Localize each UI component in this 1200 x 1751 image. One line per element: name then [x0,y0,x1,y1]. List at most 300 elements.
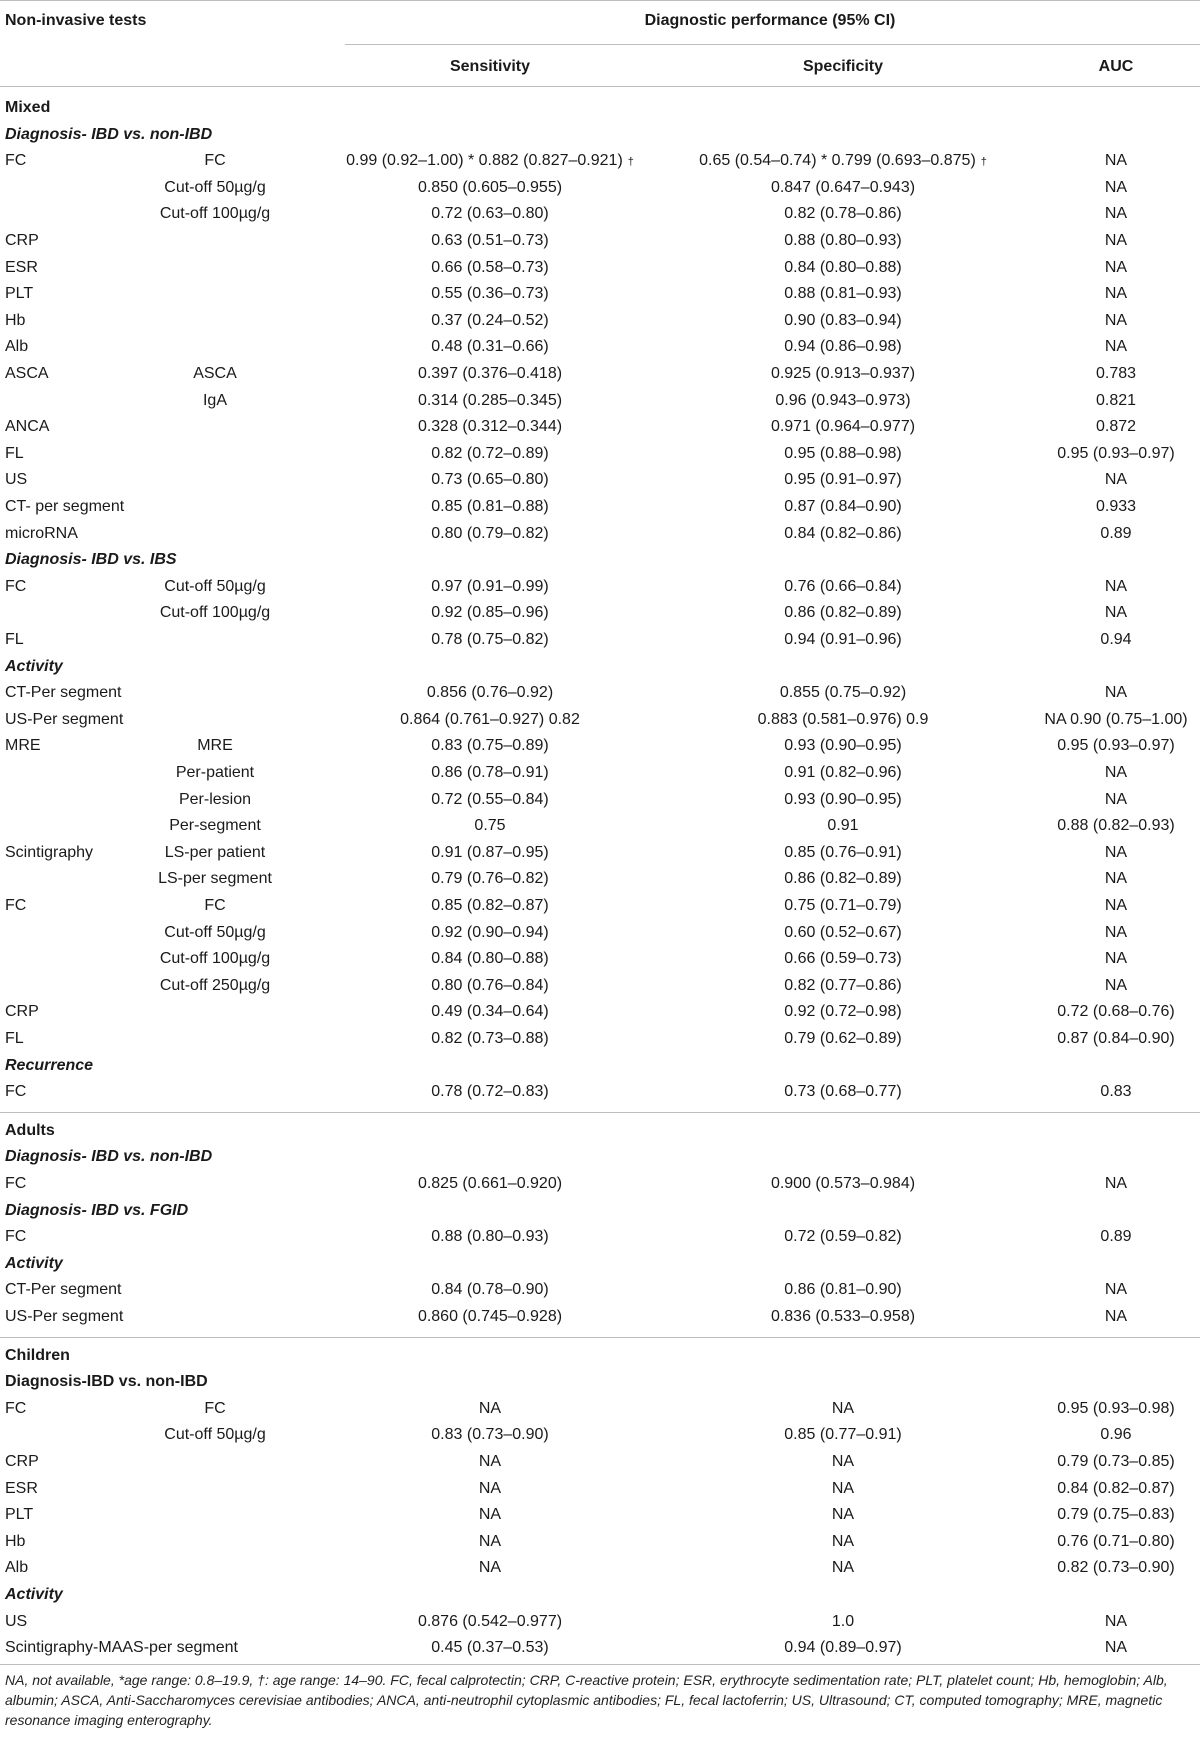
auc-cell-text: NA [1104,976,1128,994]
sensitivity-cell [320,467,660,493]
specificity-cell-text: 0.79 (0.62–0.89) [784,1030,902,1047]
test-name-cell [5,1026,24,1052]
specificity-cell-text: 0.836 (0.533–0.958) [770,1308,916,1325]
specificity-cell [668,388,1018,414]
subtest-cell [140,1422,290,1448]
auc-cell-text: NA [1104,285,1128,303]
test-name-cell [5,441,24,467]
sensitivity-cell [320,1529,660,1555]
auc-cell-text: NA [1104,923,1128,941]
auc-cell [1035,707,1197,733]
test-name-cell [5,308,25,334]
test-name-cell [5,1079,26,1105]
test-name-cell-text: MRE [5,737,41,755]
specificity-cell [668,201,1018,227]
specificity-cell-text: 0.94 (0.91–0.96) [784,631,902,648]
auc-cell-text: NA [1104,897,1128,914]
auc-cell-text: NA [1104,178,1128,196]
specificity-cell [668,787,1018,813]
test-name-cell [5,574,26,600]
table-row [0,973,1200,999]
table-row [0,1396,1200,1422]
subtest-cell-text: LS-per patient [164,843,266,861]
specificity-cell-text: 0.90 (0.83–0.94) [784,311,902,329]
subsection-label: Activity [5,657,63,675]
subsection-label: Diagnosis- IBD vs. FGID [5,1201,189,1219]
table-row [0,1171,1200,1197]
section-divider [0,1337,1200,1338]
specificity-cell [668,148,1018,175]
auc-cell [1035,787,1197,813]
auc-cell-text: NA [1104,950,1128,968]
test-name-cell-text: Scintigraphy-MAAS-per segment [5,1639,238,1657]
sensitivity-cell-text: 0.79 (0.76–0.82) [431,870,549,888]
test-name-cell-text: FC [5,577,27,595]
test-name-cell-text: US-Per segment [5,710,124,728]
subtest-cell-text: FC [204,1399,226,1417]
sensitivity-cell [320,255,660,281]
test-name-cell-text: FC [5,1083,27,1101]
auc-cell-text: NA [1104,1612,1128,1630]
test-name-cell-text: FC [5,152,27,170]
table-row [0,414,1200,440]
auc-cell [1035,308,1197,334]
specificity-cell-text: 0.900 (0.573–0.984) [770,1175,916,1192]
table-row [0,946,1200,972]
test-name-cell-text: CRP [5,232,39,249]
auc-cell [1035,1502,1197,1528]
test-name-cell [5,1396,26,1422]
subtest-cell-text: ASCA [193,365,237,382]
specificity-cell [668,1224,1018,1250]
test-name-cell [5,255,38,281]
table-row [0,228,1200,254]
auc-cell [1035,1609,1197,1635]
table-row [0,787,1200,813]
sensitivity-cell-text: 0.78 (0.75–0.82) [431,631,549,648]
sensitivity-cell-text: 0.45 (0.37–0.53) [431,1639,549,1657]
specificity-cell-text: 0.88 (0.81–0.93) [784,285,902,303]
sensitivity-cell-text: 0.314 (0.285–0.345) [417,391,563,409]
auc-cell [1035,920,1197,946]
section-label: Diagnosis-IBD vs. non-IBD [5,1373,208,1391]
sensitivity-cell-text: 0.48 (0.31–0.66) [431,338,549,356]
specificity-cell [668,228,1018,254]
table-row [0,813,1200,839]
subsection-label: Activity [5,1586,63,1603]
sensitivity-cell [320,866,660,892]
test-name-cell [5,1635,238,1661]
specificity-cell-text: NA [831,1453,855,1470]
test-name-cell-text: US [5,471,28,489]
table-row [0,760,1200,786]
specificity-cell [668,1396,1018,1422]
auc-cell [1035,680,1197,706]
auc-cell [1035,255,1197,281]
sensitivity-cell-text: 0.97 (0.91–0.99) [431,577,549,595]
test-name-cell [5,1609,27,1635]
sensitivity-cell [320,680,660,706]
auc-cell-text: NA [1104,764,1128,781]
specificity-cell-text: 0.93 (0.90–0.95) [784,790,902,808]
sensitivity-cell [320,973,660,999]
test-name-cell-text: Hb [5,311,26,329]
specificity-cell [668,1026,1018,1052]
test-name-cell-text: CT- per segment [5,498,125,515]
sensitivity-cell [320,760,660,786]
subtest-cell [140,574,290,600]
sensitivity-cell-text: 0.80 (0.79–0.82) [431,524,549,542]
auc-cell [1035,1422,1197,1448]
test-name-cell-text: CT-Per segment [5,684,122,702]
specificity-cell [668,1277,1018,1303]
section-divider [0,1112,1200,1113]
sensitivity-cell [320,813,660,839]
subsection-heading [0,547,1200,573]
specificity-cell-text: 0.971 (0.964–0.977) [770,418,916,436]
specificity-cell [668,866,1018,892]
header-group-rule [345,44,1200,45]
specificity-cell-text: 0.76 (0.66–0.84) [784,577,902,595]
sensitivity-cell [320,946,660,972]
specificity-cell [668,600,1018,626]
sensitivity-cell [320,999,660,1025]
table-row [0,1635,1200,1661]
specificity-cell [668,760,1018,786]
specificity-cell [668,1635,1018,1661]
auc-cell [1035,1396,1197,1422]
sensitivity-cell-text: NA [478,1506,502,1524]
header-sensitivity: Sensitivity [449,58,531,75]
auc-cell [1035,760,1197,786]
table-row [0,361,1200,387]
table-row [0,866,1200,892]
specificity-cell [668,1529,1018,1555]
auc-cell [1035,813,1197,839]
sensitivity-cell-text: 0.397 (0.376–0.418) [417,365,563,382]
header-non-invasive-tests: Non-invasive tests [5,12,147,29]
specificity-cell [668,733,1018,759]
subtest-cell [140,787,290,813]
auc-cell [1035,361,1197,387]
sensitivity-cell [320,308,660,334]
subsection-heading [0,654,1200,680]
auc-cell [1035,1026,1197,1052]
auc-cell-text: NA [1104,1175,1128,1192]
sensitivity-cell [320,201,660,227]
table-row [0,281,1200,307]
specificity-cell-text: 0.86 (0.82–0.89) [784,870,902,888]
sensitivity-cell-text: 0.864 (0.761–0.927) 0.82 [400,710,580,728]
sensitivity-cell [320,148,660,175]
test-name-cell [5,840,93,866]
table-row [0,441,1200,467]
sensitivity-cell-text: NA [478,1453,502,1470]
auc-cell [1035,627,1197,653]
sensitivity-cell [320,1502,660,1528]
auc-cell [1035,973,1197,999]
sensitivity-cell [320,1079,660,1105]
specificity-cell-text: 0.72 (0.59–0.82) [784,1228,902,1246]
auc-cell [1035,1476,1197,1502]
auc-cell-text: 0.95 (0.93–0.98) [1057,1399,1175,1417]
auc-cell [1035,999,1197,1025]
auc-cell [1035,1277,1197,1303]
sensitivity-cell-text: 0.88 (0.80–0.93) [431,1228,549,1246]
subtest-cell-text: Cut-off 50µg/g [164,178,266,196]
specificity-cell [668,1079,1018,1105]
subtest-cell-text: Cut-off 50µg/g [164,577,266,595]
subtest-cell [140,600,290,626]
test-name-cell-text: Alb [5,338,29,356]
auc-cell-text: NA [1104,1639,1128,1657]
subsection-heading [0,1144,1200,1170]
subtest-cell [140,946,290,972]
test-name-cell [5,1171,26,1197]
subtest-cell [140,361,290,387]
subtest-cell [140,148,290,174]
subtest-cell-text: Cut-off 50µg/g [164,1426,266,1444]
auc-cell-text: 0.95 (0.93–0.97) [1057,444,1175,462]
subtest-cell [140,175,290,201]
test-name-cell-text: Hb [5,1532,26,1550]
specificity-cell [668,1609,1018,1635]
subtest-cell-text: FC [204,897,226,914]
specificity-cell-text: 0.88 (0.80–0.93) [784,232,902,249]
specificity-cell [668,1502,1018,1528]
auc-cell-text: NA [1104,338,1128,356]
auc-cell [1035,1224,1197,1250]
subsection-heading [0,122,1200,148]
sensitivity-cell [320,414,660,440]
specificity-cell [668,813,1018,839]
test-name-cell-text: US-Per segment [5,1308,124,1325]
auc-cell-text: NA [1104,471,1128,489]
table-row [0,1476,1200,1502]
auc-cell-text: 0.89 [1100,1228,1132,1246]
sensitivity-cell-text: 0.80 (0.76–0.84) [431,976,549,994]
sensitivity-cell [320,441,660,467]
auc-cell-text: NA [1104,205,1128,223]
subtest-cell [140,760,290,786]
specificity-cell [668,707,1018,733]
test-name-cell [5,1502,33,1528]
header-bottom-rule [0,86,1200,87]
sensitivity-cell-text: 0.75 [474,817,506,835]
test-name-cell-text: FL [5,444,24,462]
test-name-cell [5,228,39,254]
subsection-label: Diagnosis- IBD vs. non-IBD [5,125,213,143]
sensitivity-cell [320,627,660,653]
auc-cell [1035,467,1197,493]
auc-cell [1035,600,1197,626]
sensitivity-cell [320,334,660,360]
sensitivity-cell-text: 0.328 (0.312–0.344) [417,418,563,436]
specificity-cell-text: NA [831,1559,855,1577]
specificity-cell-text: 0.60 (0.52–0.67) [784,923,902,941]
subsection-heading [0,1198,1200,1224]
auc-cell-text: NA [1104,1281,1128,1299]
auc-cell-text: NA [1104,577,1128,595]
auc-cell [1035,1635,1197,1661]
auc-cell-text: 0.79 (0.73–0.85) [1057,1453,1175,1470]
sensitivity-cell [320,1449,660,1475]
specificity-cell-text: 0.883 (0.581–0.976) 0.9 [757,710,929,728]
auc-cell [1035,148,1197,174]
subsection-label: Diagnosis- IBD vs. non-IBD [5,1148,213,1166]
header-auc: AUC [1098,58,1134,75]
sensitivity-cell-text: 0.92 (0.85–0.96) [431,604,549,622]
auc-cell-text: 0.783 [1095,365,1137,382]
specificity-cell [668,893,1018,919]
auc-cell-text: 0.96 [1100,1426,1132,1444]
table-top-rule [0,0,1200,1]
sensitivity-cell-text: 0.84 (0.78–0.90) [431,1281,549,1299]
test-name-cell [5,999,39,1025]
table-row [0,707,1200,733]
specificity-cell-text: 0.93 (0.90–0.95) [784,737,902,755]
specificity-cell [668,627,1018,653]
specificity-cell-text: NA [831,1506,855,1524]
sensitivity-cell-text: 0.63 (0.51–0.73) [431,232,549,249]
sensitivity-cell-text: 0.99 (0.92–1.00) * 0.882 (0.827–0.921) [346,152,623,170]
sensitivity-cell [320,1277,660,1303]
specificity-cell [668,1171,1018,1197]
specificity-cell [668,973,1018,999]
sensitivity-cell [320,1304,660,1330]
specificity-cell [668,521,1018,547]
auc-cell [1035,866,1197,892]
subtest-cell [140,813,290,839]
specificity-cell-text: 0.75 (0.71–0.79) [784,897,902,914]
subsection-heading [0,1251,1200,1277]
subsection-heading [0,1053,1200,1079]
specificity-cell-text: 0.82 (0.77–0.86) [784,976,902,994]
subtest-cell-text: Cut-off 100µg/g [159,950,271,968]
sensitivity-cell [320,228,660,254]
test-name-cell-text: ESR [5,258,38,276]
auc-cell [1035,388,1197,414]
table-row [0,201,1200,227]
subtest-cell-text: MRE [197,737,233,755]
specificity-cell-text: NA [831,1399,855,1417]
auc-cell-text: NA [1104,684,1128,702]
auc-cell [1035,521,1197,547]
subtest-cell [140,973,290,999]
sensitivity-cell [320,840,660,866]
auc-cell-text: NA 0.90 (0.75–1.00) [1044,710,1188,728]
sensitivity-cell-text: 0.66 (0.58–0.73) [431,258,549,276]
specificity-cell-text: 0.86 (0.82–0.89) [784,604,902,622]
test-name-cell-text: FC [5,1399,27,1417]
auc-cell [1035,228,1197,254]
sensitivity-cell [320,787,660,813]
sensitivity-cell [320,1422,660,1448]
test-name-cell [5,893,26,919]
specificity-cell-text: 0.66 (0.59–0.73) [784,950,902,968]
auc-cell-text: NA [1104,843,1128,861]
table-row [0,1609,1200,1635]
table-row [0,494,1200,520]
test-name-cell-text: CT-Per segment [5,1281,122,1299]
table-row [0,920,1200,946]
specificity-cell [668,680,1018,706]
sensitivity-cell-text: 0.876 (0.542–0.977) [417,1612,563,1630]
table-row [0,1224,1200,1250]
auc-cell-text: NA [1104,604,1128,622]
test-name-cell-text: PLT [5,285,34,303]
subtest-cell-text: Per-segment [169,817,261,835]
test-name-cell [5,334,28,360]
auc-cell [1035,733,1197,759]
table-row [0,467,1200,493]
auc-cell-text: 0.87 (0.84–0.90) [1057,1030,1175,1047]
sensitivity-cell [320,920,660,946]
sensitivity-cell [320,494,660,520]
section-heading [0,95,1200,121]
auc-cell-text: 0.72 (0.68–0.76) [1057,1003,1175,1021]
test-name-cell-text: FL [5,1030,24,1047]
specificity-cell-text: 0.91 [827,817,859,835]
specificity-cell-text: 0.84 (0.82–0.86) [784,524,902,542]
subtest-cell-text: Cut-off 50µg/g [164,923,266,941]
specificity-cell [668,1476,1018,1502]
test-name-cell [5,680,121,706]
sensitivity-cell-text: 0.49 (0.34–0.64) [431,1003,549,1021]
specificity-cell-text: 0.94 (0.89–0.97) [784,1639,902,1657]
auc-cell-text: 0.83 [1100,1083,1132,1101]
table-row [0,308,1200,334]
auc-cell-text: 0.94 [1100,631,1132,648]
specificity-cell [668,494,1018,520]
subtest-cell [140,920,290,946]
test-name-cell [5,467,27,493]
auc-cell [1035,175,1197,201]
table-row [0,1277,1200,1303]
test-name-cell [5,521,78,547]
header-specificity: Specificity [802,58,884,75]
test-name-cell-text: FC [5,897,27,914]
specificity-cell [668,574,1018,600]
subtest-cell [140,866,290,892]
sensitivity-cell-text: 0.72 (0.63–0.80) [431,205,549,223]
table-row [0,1422,1200,1448]
auc-cell-text: 0.76 (0.71–0.80) [1057,1532,1175,1550]
section-label: Adults [5,1121,55,1139]
table-row [0,521,1200,547]
test-name-cell [5,1555,28,1581]
section-heading [0,1118,1200,1144]
test-name-cell-text: FL [5,631,24,648]
test-name-cell [5,148,26,174]
auc-cell-text: 0.89 [1100,524,1132,542]
auc-cell [1035,1555,1197,1581]
sensitivity-cell [320,1224,660,1250]
specificity-cell [668,1304,1018,1330]
sensitivity-cell-text: 0.850 (0.605–0.955) [417,178,563,196]
auc-cell-text: NA [1104,258,1128,276]
sensitivity-cell-text: 0.82 (0.73–0.88) [431,1030,549,1047]
auc-cell [1035,1171,1197,1197]
sensitivity-cell-text: 0.83 (0.73–0.90) [431,1426,549,1444]
sensitivity-cell-text: NA [478,1479,502,1497]
test-name-cell [5,733,41,759]
table-row [0,680,1200,706]
table-row [0,999,1200,1025]
test-name-cell [5,281,33,307]
section-heading [0,1369,1200,1395]
auc-cell-text: NA [1104,1308,1128,1325]
